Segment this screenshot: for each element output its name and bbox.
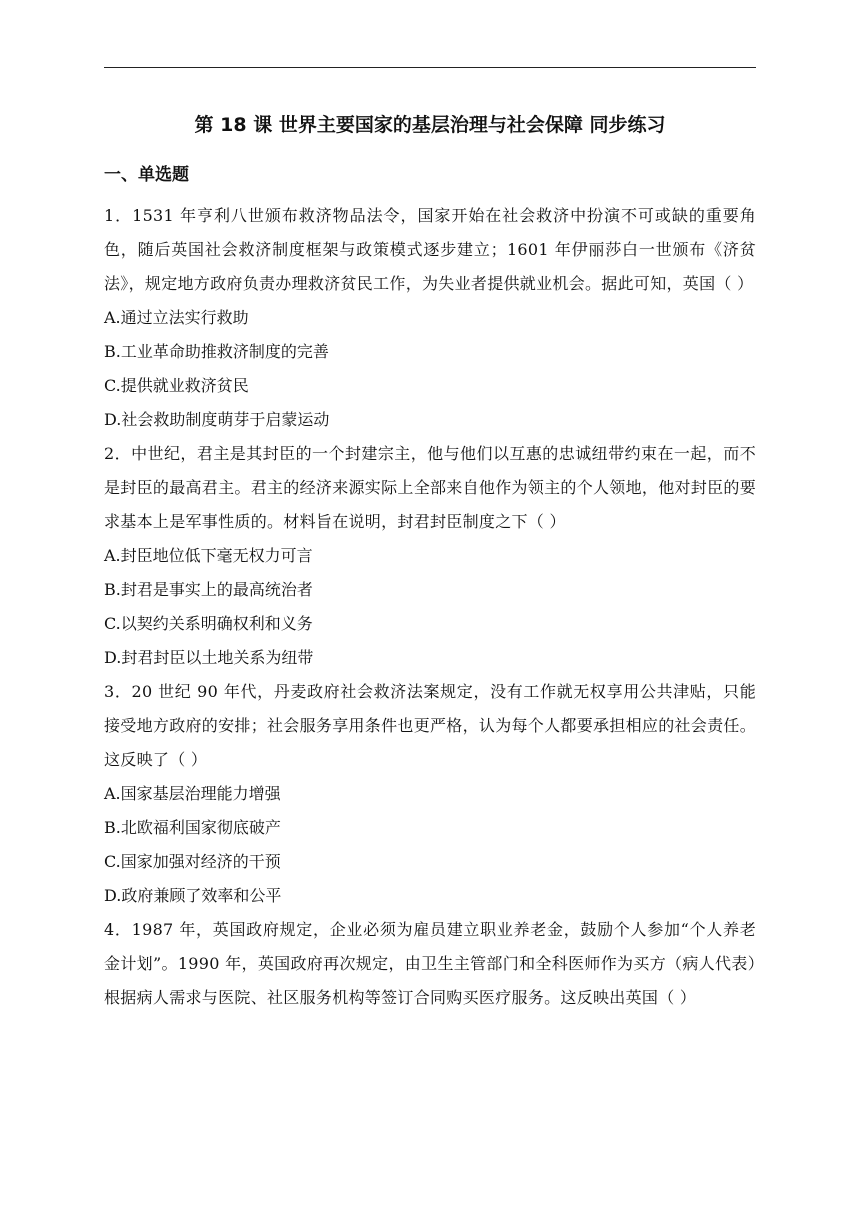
question-stem: 3．20 世纪 90 年代，丹麦政府社会救济法案规定，没有工作就无权享用公共津贴，只能接受地方政府的安排；社会服务享用条件也更严格，认为每个人都要承担相应的社会责任。这反映了（ ） xyxy=(104,682,757,769)
option-b: B.北欧福利国家彻底破产 xyxy=(104,818,281,837)
section-heading: 一、单选题 xyxy=(104,165,189,185)
option-b: B.工业革命助推救济制度的完善 xyxy=(104,342,329,361)
option-a: A.封臣地位低下毫无权力可言 xyxy=(104,546,313,565)
question-stem: 2．中世纪，君主是其封臣的一个封建宗主，他与他们以互惠的忠诚纽带约束在一起，而不是封臣的最高君主。君主的经济来源实际上全部来自他作为领主的个人领地，他对封臣的要求基本上是军事性质的。材料旨在说明，封君封臣制度之下（ ） xyxy=(104,444,757,531)
option-c: C.提供就业救济贫民 xyxy=(104,376,249,395)
question-stem: 1．1531 年亨利八世颁布救济物品法令，国家开始在社会救济中扮演不可或缺的重要角色，随后英国社会救济制度框架与政策模式逐步建立；1601 年伊丽莎白一世颁布《济贫法》，规定地方政府负责办理救济贫民工作，为失业者提供就业机会。据此可知，英国（ ） xyxy=(104,206,756,293)
question-list xyxy=(104,199,756,1015)
question-3 xyxy=(104,675,756,913)
option-a: A.通过立法实行救助 xyxy=(104,308,249,327)
question-1 xyxy=(104,199,756,437)
option-a: A.国家基层治理能力增强 xyxy=(104,784,281,803)
option-c: C.国家加强对经济的干预 xyxy=(104,852,281,871)
question-4 xyxy=(104,913,756,1015)
question-2 xyxy=(104,437,756,675)
option-d: D.政府兼顾了效率和公平 xyxy=(104,886,282,905)
option-d: D.封君封臣以土地关系为纽带 xyxy=(104,648,314,667)
option-d: D.社会救助制度萌芽于启蒙运动 xyxy=(104,410,330,429)
option-b: B.封君是事实上的最高统治者 xyxy=(104,580,313,599)
question-stem: 4．1987 年，英国政府规定，企业必须为雇员建立职业养老金，鼓励个人参加“个人养老金计划”。1990 年，英国政府再次规定，由卫生主管部门和全科医师作为买方（病人代表）根据病人需求与医院、社区服务机构等签订合同购买医疗服务。这反映出英国（ ） xyxy=(104,920,756,1007)
option-c: C.以契约关系明确权利和义务 xyxy=(104,614,313,633)
page-title: 第 18 课 世界主要国家的基层治理与社会保障 同步练习 xyxy=(194,114,666,136)
header-rule xyxy=(104,67,756,68)
